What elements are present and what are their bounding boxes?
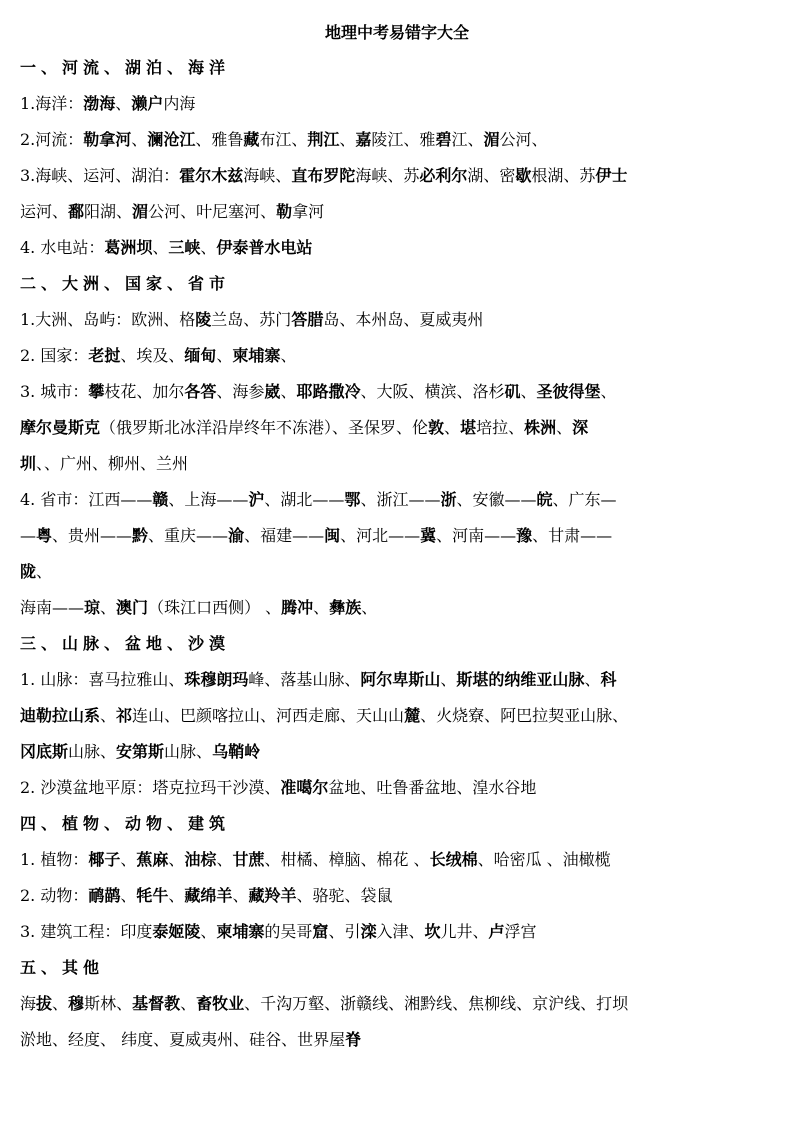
emphasized-term: 科: [600, 670, 617, 689]
text-line: [20, 670, 780, 690]
text-segment: 、湖北——: [264, 490, 345, 509]
text-segment: 枝花、加尔: [104, 382, 185, 401]
emphasized-term: 彝族: [329, 598, 362, 617]
text-segment: 、广东—: [552, 490, 617, 509]
text-segment: 岛、本州岛、夏威夷州: [323, 310, 484, 329]
text-segment: 、大阪、横滨、洛杉: [360, 382, 505, 401]
emphasized-term: 直布罗陀: [291, 166, 356, 185]
emphasized-term: 沪: [248, 490, 265, 509]
text-segment: 、引: [328, 922, 361, 941]
text-segment: 连山、巴颜喀拉山、河西走廊、天山山: [132, 706, 405, 725]
text-segment: 、甘肃——: [532, 526, 613, 545]
text-line: [20, 94, 780, 114]
emphasized-term: 摩尔曼斯克: [20, 418, 101, 437]
text-segment: 、: [36, 562, 53, 581]
text-segment: 、: [556, 418, 573, 437]
text-line: [20, 742, 780, 762]
text-segment: 培拉、: [476, 418, 525, 437]
text-segment: 、: [168, 850, 185, 869]
text-line: [20, 778, 780, 798]
emphasized-term: 伊泰普水电站: [216, 238, 313, 257]
text-line: [20, 130, 780, 150]
text-segment: 、上海——: [168, 490, 249, 509]
text-line: [20, 454, 780, 474]
emphasized-term: 坎: [424, 922, 441, 941]
section-heading-2: [20, 274, 780, 294]
text-segment: —: [20, 526, 36, 545]
emphasized-term: 滦: [360, 922, 377, 941]
text-segment: 海峡、苏: [355, 166, 420, 185]
emphasized-term: 安第斯: [116, 742, 165, 761]
text-segment: 江、: [451, 130, 484, 149]
text-segment: 斯林、: [84, 994, 133, 1013]
text-line: [20, 598, 780, 618]
emphasized-term: 三、山脉、盆地、沙漠: [20, 634, 231, 653]
text-segment: 、千沟万壑、浙赣线、湘黔线、焦柳线、京沪线、打坝: [244, 994, 629, 1013]
text-line: [20, 1030, 780, 1050]
emphasized-term: 湄: [132, 202, 149, 221]
emphasized-term: 浙: [440, 490, 457, 509]
text-segment: 布江、: [259, 130, 308, 149]
text-segment: 、: [584, 670, 601, 689]
text-segment: 湖、密: [467, 166, 516, 185]
text-segment: 、: [216, 346, 233, 365]
text-segment: 、哈密瓜 、油橄榄: [477, 850, 611, 869]
emphasized-term: 牦牛: [136, 886, 169, 905]
emphasized-term: 缅甸: [184, 346, 217, 365]
text-segment: 、: [115, 94, 132, 113]
text-segment: 1.海洋：: [20, 94, 84, 113]
emphasized-term: 长绒棉: [429, 850, 478, 869]
text-segment: 3.海峡、运河、湖泊：: [20, 166, 180, 185]
emphasized-term: 拔: [36, 994, 53, 1013]
text-segment: 2. 国家：: [20, 346, 89, 365]
text-segment: 、: [200, 238, 217, 257]
text-segment: 儿井、: [440, 922, 489, 941]
text-segment: 、: [444, 418, 461, 437]
emphasized-term: 陇: [20, 562, 37, 581]
text-segment: 、: [520, 382, 537, 401]
emphasized-term: 濑户: [131, 94, 164, 113]
text-segment: 拿河: [292, 202, 325, 221]
text-segment: 、柑橘、樟脑、棉花 、: [264, 850, 430, 869]
text-segment: 1.大洲、岛屿：欧洲、格: [20, 310, 196, 329]
text-segment: 浮宫: [504, 922, 537, 941]
emphasized-term: 藏: [243, 130, 260, 149]
text-line: [20, 886, 780, 906]
text-segment: 、火烧寮、阿巴拉契亚山脉、: [420, 706, 629, 725]
text-segment: 、: [440, 670, 457, 689]
emphasized-term: 冀: [420, 526, 437, 545]
emphasized-term: 伊士: [595, 166, 628, 185]
page-title: 地理中考易错字大全: [324, 23, 469, 42]
emphasized-term: 腾冲: [281, 598, 314, 617]
text-line: [20, 346, 780, 366]
text-segment: 、: [131, 130, 148, 149]
text-segment: 、河北——: [340, 526, 421, 545]
section-heading-3: [20, 634, 780, 654]
emphasized-term: 赣: [152, 490, 169, 509]
emphasized-term: 堪: [460, 418, 477, 437]
emphasized-term: 陵: [195, 310, 212, 329]
text-segment: 、重庆——: [148, 526, 229, 545]
text-segment: 、贵州——: [52, 526, 133, 545]
text-segment: 入津、: [376, 922, 425, 941]
text-segment: 、: [361, 598, 378, 617]
emphasized-term: 皖: [536, 490, 553, 509]
emphasized-term: 矶: [504, 382, 521, 401]
emphasized-term: 答腊: [291, 310, 324, 329]
emphasized-term: 碧: [435, 130, 452, 149]
text-segment: 、骆驼、袋鼠: [296, 886, 393, 905]
emphasized-term: 迪勒拉山系: [20, 706, 101, 725]
emphasized-term: 株洲: [524, 418, 557, 437]
text-line: [20, 922, 780, 942]
text-segment: 、: [313, 598, 330, 617]
text-segment: 陵江、雅: [371, 130, 436, 149]
emphasized-term: 乌鞘岭: [212, 742, 261, 761]
emphasized-term: 葛洲坝: [104, 238, 153, 257]
text-segment: 2.河流：: [20, 130, 84, 149]
emphasized-term: 敦: [428, 418, 445, 437]
emphasized-term: 三峡: [168, 238, 201, 257]
text-segment: 、: [120, 886, 137, 905]
text-segment: 、: [52, 994, 69, 1013]
emphasized-term: 耶路撒冷: [296, 382, 361, 401]
text-segment: 、: [280, 382, 297, 401]
text-segment: 、埃及、: [120, 346, 185, 365]
text-segment: 3. 城市：: [20, 382, 89, 401]
text-segment: 3. 建筑工程：印度: [20, 922, 153, 941]
emphasized-term: 油棕: [184, 850, 217, 869]
emphasized-term: 勒拿河: [83, 130, 132, 149]
emphasized-term: 攀: [88, 382, 105, 401]
text-segment: 、海参: [216, 382, 265, 401]
text-segment: 、: [120, 850, 137, 869]
text-segment: 根湖、苏: [531, 166, 596, 185]
emphasized-term: 珠穆朗玛: [184, 670, 249, 689]
emphasized-term: 琼: [84, 598, 101, 617]
emphasized-term: 鸸鹋: [88, 886, 121, 905]
emphasized-term: 渤海: [83, 94, 116, 113]
text-line: [20, 202, 780, 222]
text-segment: （珠江口西侧） 、: [148, 598, 282, 617]
emphasized-term: 卢: [488, 922, 505, 941]
emphasized-term: 麓: [404, 706, 421, 725]
emphasized-term: 斯堪的纳维亚山脉: [456, 670, 585, 689]
emphasized-term: 豫: [516, 526, 533, 545]
emphasized-term: 嘉: [355, 130, 372, 149]
emphasized-term: 二、大洲、国家、省市: [20, 274, 231, 293]
text-segment: 海峡、: [243, 166, 292, 185]
emphasized-term: 各答: [184, 382, 217, 401]
text-line: [20, 382, 780, 402]
text-segment: 4. 省市：江西——: [20, 490, 153, 509]
emphasized-term: 一、河流、湖泊、海洋: [20, 58, 231, 77]
text-segment: 淤地、经度、 纬度、夏威夷州、硅谷、世界屋: [20, 1030, 346, 1049]
emphasized-term: 椰子: [88, 850, 121, 869]
emphasized-term: 澜沧江: [147, 130, 196, 149]
emphasized-term: 柬埔寨: [232, 346, 281, 365]
text-segment: （俄罗斯北冰洋沿岸终年不冻港）、圣保罗、伦: [100, 418, 429, 437]
emphasized-term: 粤: [36, 526, 53, 545]
text-segment: 的吴哥: [264, 922, 313, 941]
emphasized-term: 蕉麻: [136, 850, 169, 869]
text-line: [20, 994, 780, 1014]
text-segment: 、: [168, 886, 185, 905]
emphasized-term: 准噶尔: [280, 778, 329, 797]
emphasized-term: 藏绵羊: [184, 886, 233, 905]
text-segment: 海: [20, 994, 37, 1013]
text-segment: 、: [339, 130, 356, 149]
emphasized-term: 冈底斯: [20, 742, 69, 761]
emphasized-term: 圳: [20, 454, 37, 473]
text-segment: 运河、: [20, 202, 69, 221]
emphasized-term: 黔: [132, 526, 149, 545]
emphasized-term: 泰姬陵: [152, 922, 201, 941]
emphasized-term: 闽: [324, 526, 341, 545]
text-segment: 4. 水电站：: [20, 238, 105, 257]
text-segment: 2. 沙漠盆地平原：塔克拉玛干沙漠、: [20, 778, 281, 797]
text-line: [20, 706, 780, 726]
text-segment: 、、广州、柳州、兰州: [36, 454, 189, 473]
text-line: [20, 850, 780, 870]
emphasized-term: 祁: [116, 706, 133, 725]
emphasized-term: 澳门: [116, 598, 149, 617]
emphasized-term: 鄱: [68, 202, 85, 221]
text-segment: 、: [280, 346, 297, 365]
emphasized-term: 柬埔寨: [216, 922, 265, 941]
text-segment: 、河南——: [436, 526, 517, 545]
text-segment: 1. 植物：: [20, 850, 89, 869]
emphasized-term: 阿尔卑斯山: [360, 670, 441, 689]
emphasized-term: 歇: [515, 166, 532, 185]
text-segment: 内海: [163, 94, 196, 113]
text-segment: 、安徽——: [456, 490, 537, 509]
emphasized-term: 四、植物、动物、建筑: [20, 814, 231, 833]
text-line: [20, 418, 780, 438]
emphasized-term: 必利尔: [419, 166, 468, 185]
emphasized-term: 甘蔗: [232, 850, 265, 869]
section-heading-4: [20, 814, 780, 834]
text-segment: 、浙江——: [360, 490, 441, 509]
text-segment: 、: [152, 238, 169, 257]
text-segment: 兰岛、苏门: [211, 310, 292, 329]
text-segment: 山脉、: [68, 742, 117, 761]
text-segment: 海南——: [20, 598, 85, 617]
text-segment: 、雅鲁: [195, 130, 244, 149]
text-segment: 山脉、: [164, 742, 213, 761]
text-line: [20, 310, 780, 330]
emphasized-term: 老挝: [88, 346, 121, 365]
text-segment: 公河、: [499, 130, 548, 149]
emphasized-term: 脊: [345, 1030, 362, 1049]
text-segment: 、: [200, 922, 217, 941]
text-line: [20, 166, 780, 186]
emphasized-term: 渝: [228, 526, 245, 545]
emphasized-term: 霍尔木兹: [179, 166, 244, 185]
emphasized-term: 崴: [264, 382, 281, 401]
emphasized-term: 五、其他: [20, 958, 105, 977]
text-segment: 盆地、吐鲁番盆地、湟水谷地: [328, 778, 537, 797]
emphasized-term: 窟: [312, 922, 329, 941]
text-line: [20, 562, 780, 582]
emphasized-term: 穆: [68, 994, 85, 1013]
text-segment: 阳湖、: [84, 202, 133, 221]
emphasized-term: 畜牧业: [196, 994, 245, 1013]
text-segment: 、福建——: [244, 526, 325, 545]
text-segment: 、: [216, 850, 233, 869]
text-segment: 、: [232, 886, 249, 905]
emphasized-term: 湄: [483, 130, 500, 149]
text-segment: 、: [600, 382, 617, 401]
emphasized-term: 鄂: [344, 490, 361, 509]
text-segment: 、: [100, 598, 117, 617]
text-line: [20, 526, 780, 546]
emphasized-term: 圣彼得堡: [536, 382, 601, 401]
emphasized-term: 藏羚羊: [248, 886, 297, 905]
text-segment: 2. 动物：: [20, 886, 89, 905]
text-segment: 峰、落基山脉、: [248, 670, 361, 689]
emphasized-term: 深: [572, 418, 589, 437]
text-line: [20, 490, 780, 510]
section-heading-5: [20, 958, 780, 978]
text-segment: 、: [180, 994, 197, 1013]
emphasized-term: 勒: [276, 202, 293, 221]
text-line: [20, 238, 780, 258]
text-segment: 公河、叶尼塞河、: [148, 202, 277, 221]
section-heading-1: [20, 58, 780, 78]
text-segment: 1. 山脉：喜马拉雅山、: [20, 670, 185, 689]
emphasized-term: 荆江: [307, 130, 340, 149]
emphasized-term: 基督教: [132, 994, 181, 1013]
text-segment: 、: [100, 706, 117, 725]
